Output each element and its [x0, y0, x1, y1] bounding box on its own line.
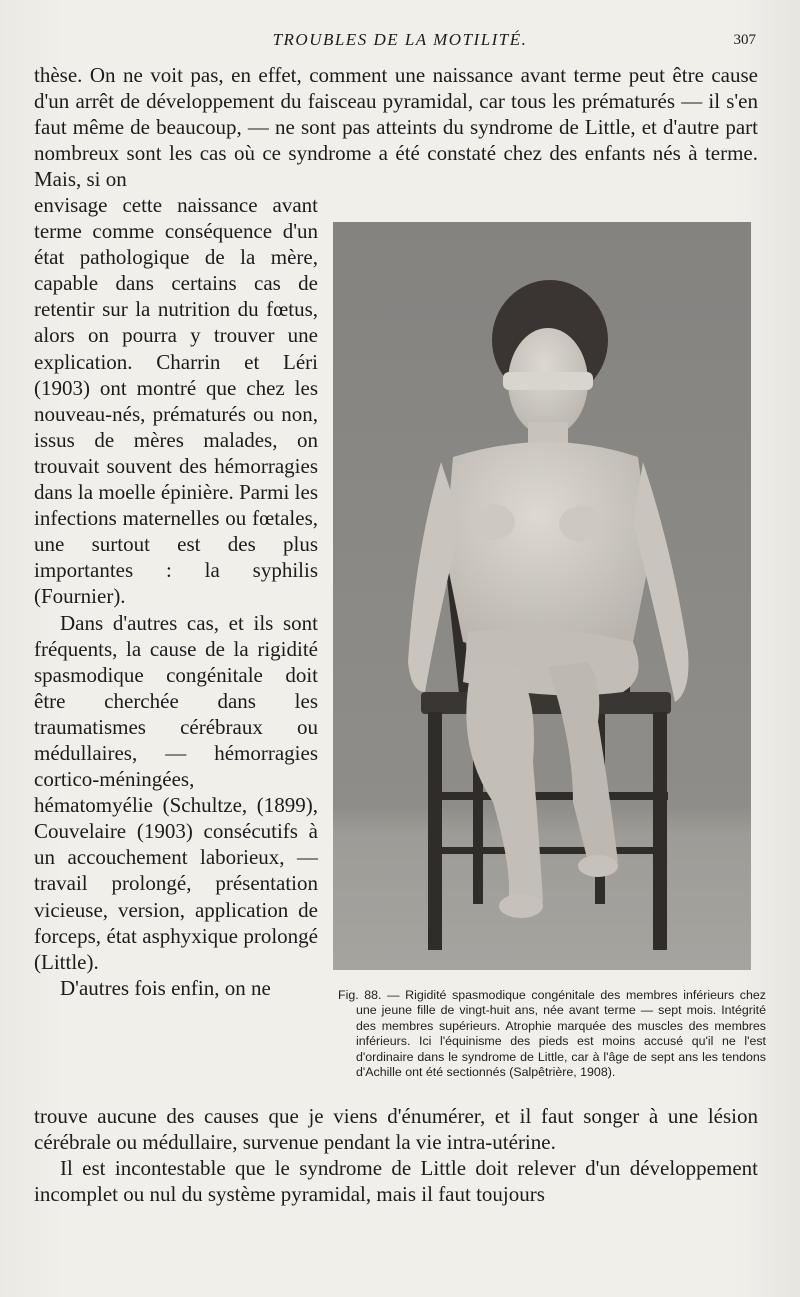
left-paragraph-3: D'autres fois enfin, on ne: [60, 975, 271, 1000]
left-paragraph-2: Dans d'autres cas, et ils sont fréquents, la cause de la rigidité spasmodique congénitale doit être cherchée dans les traumatismes cérébraux ou médullaires, — hémorragies cortico-méningées, hématomyélie (Schultze, (1899), Couvelaire (1903) consécutifs à un accouchement laborieux, — travail prolongé, présentation vicieuse, version, application de forceps, état asphyxique prolongé (Little).: [34, 610, 318, 974]
figure-caption: [338, 988, 766, 1080]
left-paragraph-1: envisage cette naissance avant terme comme conséquence d'un état pathologique de la mère, capable dans certains cas de retentir sur la nutrition du fœtus, alors on pourra y trouver une explication. Charrin et Léri (1903) ont montré que chez les nouveau-nés, prématurés ou non, issus de mères malades, on trouvait souvent des hémorragies dans la moelle épinière. Parmi les infections maternelles ou fœtales, une surtout est des plus importantes : la syphilis (Fournier).: [34, 193, 318, 609]
bottom-paragraph-2: Il est incontestable que le syndrome de Little doit relever d'un développement incomplet ou nul du système pyramidal, mais il faut toujours: [34, 1156, 758, 1206]
bottom-paragraph-continued: trouve aucune des causes que je viens d'énumérer, et il faut songer à une lésion cérébrale ou médullaire, survenue pendant la vie intra-utérine.: [34, 1104, 758, 1154]
top-text-block: [34, 62, 758, 192]
figure-illustration: [333, 222, 751, 970]
figure-photograph: [333, 222, 751, 970]
page-header: [0, 30, 800, 54]
left-text-column: [34, 192, 318, 1001]
figure-caption-text: Fig. 88. — Rigidité spasmodique congénitale des membres inférieurs chez une jeune fille de vingt-huit ans, née avant terme — sept mois. Intégrité des membres supérieurs. Atrophie marquée des muscles des membres inférieurs. Ici l'équinisme des pieds est moins accusé qu'il ne l'est d'ordinaire dans le syndrome de Little, car à l'âge de sept ans les tendons d'Achille ont été sectionnés (Salpêtrière, 1908).: [338, 988, 766, 1080]
top-paragraph: thèse. On ne voit pas, en effet, comment une naissance avant terme peut être cause d'un arrêt de développement du faisceau pyramidal, car tous les prématurés — il s'en faut même de beaucoup, — ne sont pas atteints du syndrome de Little, et d'autre part nombreux sont les cas où ce syndrome a été constaté chez des enfants nés à terme. Mais, si on: [34, 63, 758, 191]
page-number: 307: [733, 32, 756, 48]
running-title: TROUBLES DE LA MOTILITÉ.: [272, 30, 528, 49]
bottom-text-block: [34, 1103, 758, 1207]
